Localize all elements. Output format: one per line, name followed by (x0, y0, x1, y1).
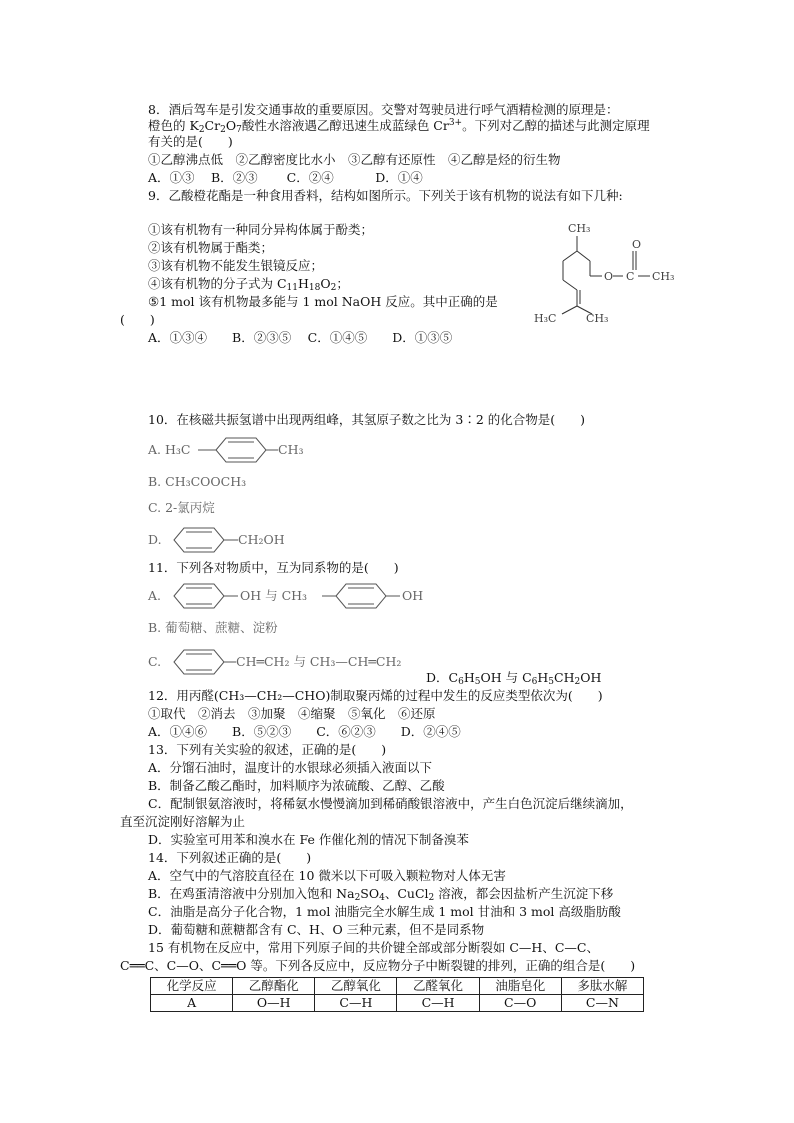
q11-phenol-ring (170, 582, 246, 610)
q9-statement-1: ①该有机物有一种同分异构体属于酚类； (148, 222, 374, 237)
q8-stem-line3: 有关的是( ) (148, 134, 233, 149)
q11-option-a-end: OH (402, 588, 424, 603)
ch3-label-right: CH₃ (652, 270, 675, 283)
carbonyl-o-label: O (632, 238, 642, 251)
table-row (151, 995, 644, 1012)
table-cell: C—H (315, 995, 397, 1012)
q9-statement-4: ④该有机物的分子式为 $C_{11}H_{18}O_2$； (148, 276, 349, 293)
q8-options: A．①③ B．②③ C．②④ D．①④ (148, 170, 423, 185)
q12-items: ①取代 ②消去 ③加聚 ④缩聚 ⑤氧化 ⑥还原 (148, 706, 436, 721)
q14-stem: 14．下列叙述正确的是( ) (148, 850, 312, 865)
q13-stem: 13．下列有关实验的叙述，正确的是( ) (148, 742, 387, 757)
q14-option-b: B．在鸡蛋清溶液中分别加入饱和 $Na_2SO_4$、CuCl$_2$ 溶液，都会因盐析产生沉淀下移 (148, 886, 614, 903)
q11-option-c-text: CH═CH₂ 与 CH₃—CH═CH₂ (236, 654, 402, 669)
ester-o-label: O (604, 270, 614, 283)
q10-stem: 10．在核磁共振氢谱中出现两组峰，其氢原子数之比为 3∶2 的化合物是( ) (148, 412, 586, 427)
q12-stem: 12．用丙醛(CH₃—CH₂—CHO)制取聚丙烯的过程中发生的反应类型依次为( ) (148, 688, 603, 703)
q10-benzene-ring-d (170, 526, 246, 554)
neryl-acetate-structure (530, 218, 700, 333)
q8-stem-line2: 橙色的 $K_2Cr_2O_7$酸性水溶液遇乙醇迅速生成蓝绿色 $Cr^{3+}$。下列对乙醇的描述与此测定原理 (148, 117, 650, 135)
q9-statement-2: ②该有机物属于酯类； (148, 240, 274, 255)
table-cell: O—H (233, 995, 315, 1012)
table-cell: A (151, 995, 233, 1012)
q11-option-a-label: A. (148, 588, 162, 603)
q10-option-c: C. 2-氯丙烷 (148, 500, 215, 515)
q11-option-c-label: C. (148, 654, 162, 669)
q11-option-b: B. 葡萄糖、蔗糖、淀粉 (148, 620, 278, 635)
q11-stem: 11．下列各对物质中，互为同系物的是( ) (148, 560, 399, 575)
q11-option-a-mid: OH 与 CH₃ (240, 588, 308, 603)
q9-stem: 9．乙酸橙花酯是一种食用香料，结构如图所示。下列关于该有机物的说法有如下几种: (148, 188, 623, 203)
q11-styrene-ring (170, 648, 246, 676)
q13-option-b: B．制备乙酸乙酯时，加料顺序为浓硫酸、乙醇、乙酸 (148, 778, 445, 793)
q13-option-d: D．实验室可用苯和溴水在 Fe 作催化剂的情况下制备溴苯 (148, 832, 469, 847)
q14-option-d: D．葡萄糖和蔗糖都含有 C、H、O 三种元素，但不是同系物 (148, 922, 485, 937)
carbonyl-c-label: C (626, 270, 635, 283)
ch3-label-top: CH₃ (568, 222, 591, 235)
q9-statement-5: ⑤1 mol 该有机物最多能与 1 mol NaOH 反应。其中正确的是 (148, 294, 498, 309)
q13-option-c-cont: 直至沉淀刚好溶解为止 (120, 814, 246, 829)
q14-option-c: C．油脂是高分子化合物，1 mol 油脂完全水解生成 1 mol 甘油和 3 mol 高级脂肪酸 (148, 904, 621, 919)
q10-option-a: A. H₃C (148, 442, 191, 457)
q15-stem-line2: C══C、C—O、C══O 等。下列各反应中，反应物分子中断裂键的排列，正确的组合是( ) (120, 958, 636, 973)
q11-option-d: D．$C_6H_5OH$ 与 $C_6H_5CH_2OH$ (426, 670, 602, 687)
table-cell: C—H (397, 995, 479, 1012)
h3c-label: H₃C (534, 312, 557, 325)
table-header-cell: 油脂皂化 (479, 978, 561, 995)
q10-option-d-label: D. (148, 532, 162, 547)
q14-option-a: A．空气中的气溶胶直径在 10 微米以下可吸入颗粒物对人体无害 (148, 868, 506, 883)
q10-option-d-right: CH₂OH (238, 532, 285, 547)
table-header-cell: 乙醇酯化 (233, 978, 315, 995)
q9-options: A．①③④ B．②③⑤ C．①④⑤ D．①③⑤ (148, 330, 453, 345)
q10-option-b: B. CH₃COOCH₃ (148, 474, 247, 489)
table-header-cell: 多肽水解 (561, 978, 643, 995)
q10-option-a-right: CH₃ (278, 442, 304, 457)
table-header-row (151, 978, 644, 995)
q9-statement-3: ③该有机物不能发生银镜反应； (148, 258, 324, 273)
q13-option-c: C．配制银氨溶液时，将稀氨水慢慢滴加到稀硝酸银溶液中，产生白色沉淀后继续滴加， (148, 796, 633, 811)
table-header-cell: 乙醇氧化 (315, 978, 397, 995)
q9-answer-paren: ( ) (120, 312, 155, 327)
table-header-cell: 乙醛氧化 (397, 978, 479, 995)
table-cell: C—N (561, 995, 643, 1012)
q8-items: ①乙醇沸点低 ②乙醇密度比水小 ③乙醇有还原性 ④乙醇是烃的衍生物 (148, 152, 561, 167)
table-header-cell: 化学反应 (151, 978, 233, 995)
q8-stem-line1: 8．酒后驾车是引发交通事故的重要原因。交警对驾驶员进行呼气酒精检测的原理是： (148, 102, 619, 117)
q12-options: A．①④⑥ B．⑤②③ C．⑥②③ D．②④⑤ (148, 724, 461, 739)
q11-cresol-ring (322, 582, 408, 610)
q15-stem-line1: 15 有机物在反应中，常用下列原子间的共价键全部或部分断裂如 C—H、C—C、 (148, 940, 599, 955)
table-cell: C—O (479, 995, 561, 1012)
q13-option-a: A．分馏石油时，温度计的水银球必须插入液面以下 (148, 760, 433, 775)
reaction-bond-table (150, 977, 644, 1012)
ch3-label-bottom: CH₃ (586, 312, 609, 325)
